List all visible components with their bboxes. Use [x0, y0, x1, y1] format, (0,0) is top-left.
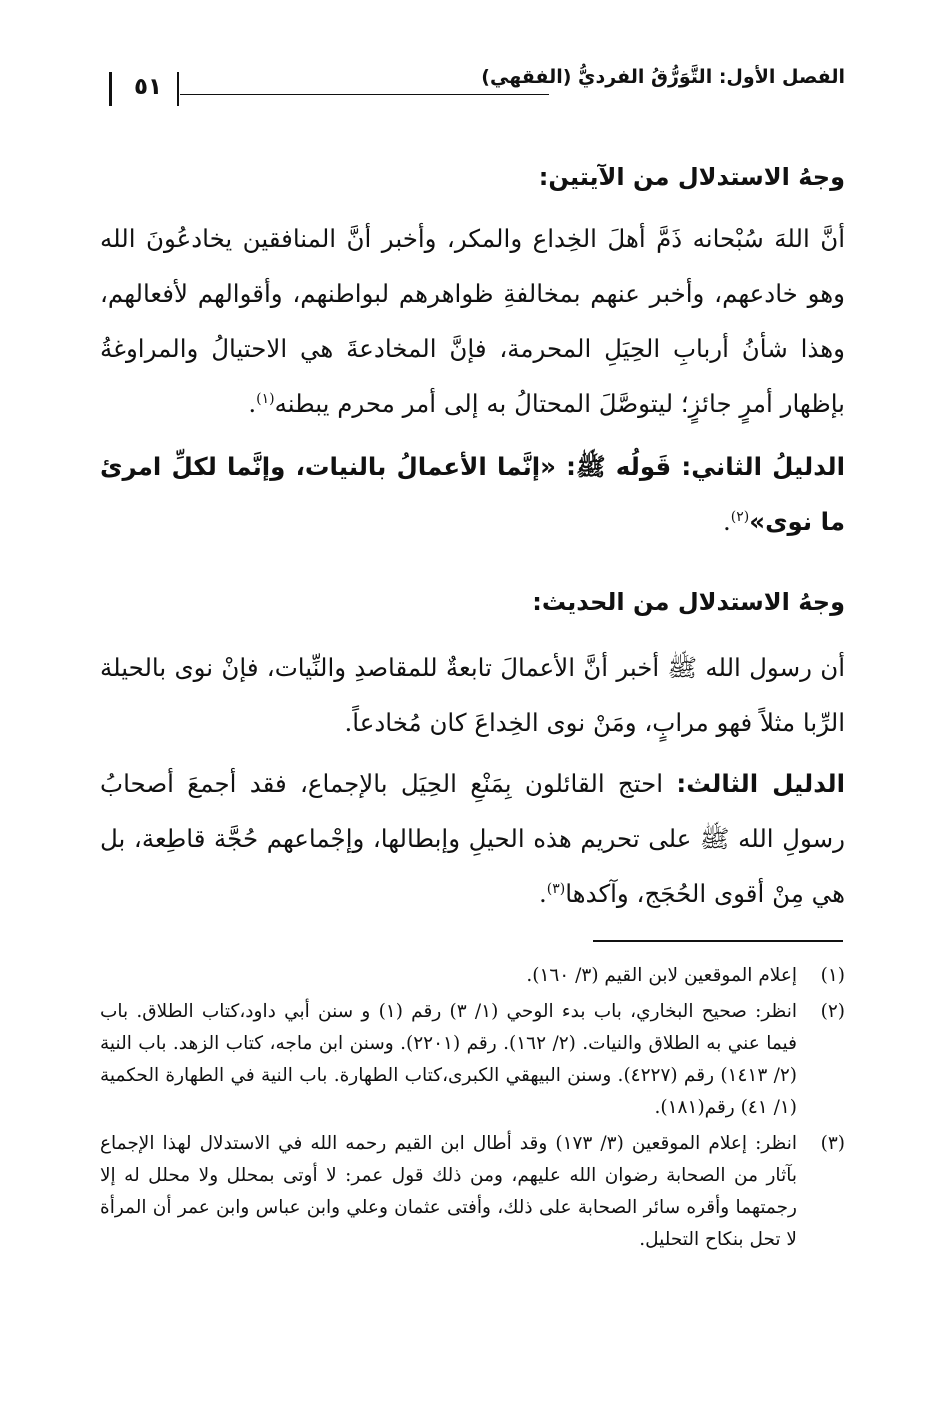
- paragraph: [100, 756, 845, 921]
- footnote-number: (٣): [820, 1133, 845, 1154]
- footnote-text: انظر: صحيح البخاري، باب بدء الوحي (١/ ٣) رقم (١) و سنن أبي داود،كتاب الطلاق. باب فيما عني به الطلاق والنيات. (٢/ ١٦٢). رقم (٢٢٠١). وسنن ابن ماجه، كتاب الزهد. باب النية (٢/ ١٤١٣) رقم (٤٢٢٧). وسنن البيهقي الكبرى،كتاب الطهارة. باب النية في الطهارة الحكمية (١/ ٤١) رقم(١٨١).: [100, 1001, 797, 1118]
- running-header: [95, 60, 845, 108]
- footnote-number: (٢): [820, 1001, 845, 1022]
- footnote-number: (١): [820, 965, 845, 986]
- footnote: [100, 1128, 845, 1256]
- header-divider: [177, 72, 179, 106]
- header-edge-bar: [109, 72, 112, 106]
- footnote: [100, 960, 845, 992]
- footnotes: [100, 960, 845, 1260]
- paragraph-text: أنَّ اللهَ سُبْحانه ذَمَّ أهلَ الخِداع والمكر، وأخبر أنَّ المنافقين يخادعُونَ الله وهو خادعهم، وأخبر عنهم بمخالفةِ ظواهرهم لبواطنهم، وأقوالهم لأفعالهم، وهذا شأنُ أربابِ الحِيَلِ المحرمة، فإنَّ المخادعةَ هي الاحتيالُ والمراوغةُ بإظهار أمرٍ جائزٍ؛ ليتوصَّلَ المحتالُ به إلى أمر محرم يبطنه: [100, 224, 845, 418]
- header-rule: [180, 94, 549, 95]
- paragraph-text: احتج القائلون بِمَنْعِ الحِيَل بالإجماع، فقد أجمعَ أصحابُ رسولِ الله ﷺ على تحريم هذه الحيلِ وإبطالها، وإجْماعهم حُجَّة قاطِعة، بل هي مِنْ أقوى الحُجَج، وآكدها: [100, 769, 845, 908]
- evidence-lead: الدليل الثالث:: [676, 769, 846, 798]
- footnote-text: إعلام الموقعين لابن القيم (٣/ ١٦٠).: [526, 965, 797, 986]
- evidence-lead: الدليلُ الثاني: قَولُه ﷺ: «إنَّما الأعمالُ بالنيات، وإنَّما لكلِّ امرئ ما نوى»: [100, 452, 845, 536]
- paragraph-end: .: [538, 879, 547, 908]
- footnote-ref[interactable]: (٢): [730, 508, 750, 525]
- section-heading: وجهُ الاستدلال من الحديث:: [532, 588, 845, 616]
- paragraph: أن رسول الله ﷺ أخبر أنَّ الأعمالَ تابعةٌ للمقاصدِ والنِّيات، فإنْ نوى بالحيلة الرِّبا مثلاً فهو مرابٍ، ومَنْ نوى الخِداعَ كان مُخادعاً.: [100, 653, 845, 737]
- section-heading: وجهُ الاستدلال من الآيتين:: [538, 163, 845, 191]
- paragraph: [100, 439, 845, 549]
- footnote: [100, 996, 845, 1124]
- footnote-ref[interactable]: (٣): [546, 880, 566, 897]
- paragraph-end: .: [722, 507, 731, 536]
- paragraph: [100, 211, 845, 431]
- main-text: [100, 150, 845, 921]
- paragraph-end: .: [248, 389, 257, 418]
- footnote-ref[interactable]: (١): [256, 390, 275, 407]
- footnote-separator: [593, 940, 843, 942]
- page-number: ٥١: [133, 74, 163, 100]
- chapter-title: الفصل الأول: التَّوَرُّقُ الفرديُّ (الفقهي): [481, 66, 845, 88]
- footnote-text: انظر: إعلام الموقعين (٣/ ١٧٣) وقد أطال ابن القيم رحمه الله في الاستدلال لهذا الإجماع بآثار من الصحابة رضوان الله عليهم، ومن ذلك قول عمر: لا أوتى بمحلل ولا محلل له إلا رجمتهما وأقره سائر الصحابة على ذلك، وأفتى عثمان وعلي وابن عباس وابن عمر أن المرأة لا تحل بنكاح التحليل.: [100, 1133, 797, 1250]
